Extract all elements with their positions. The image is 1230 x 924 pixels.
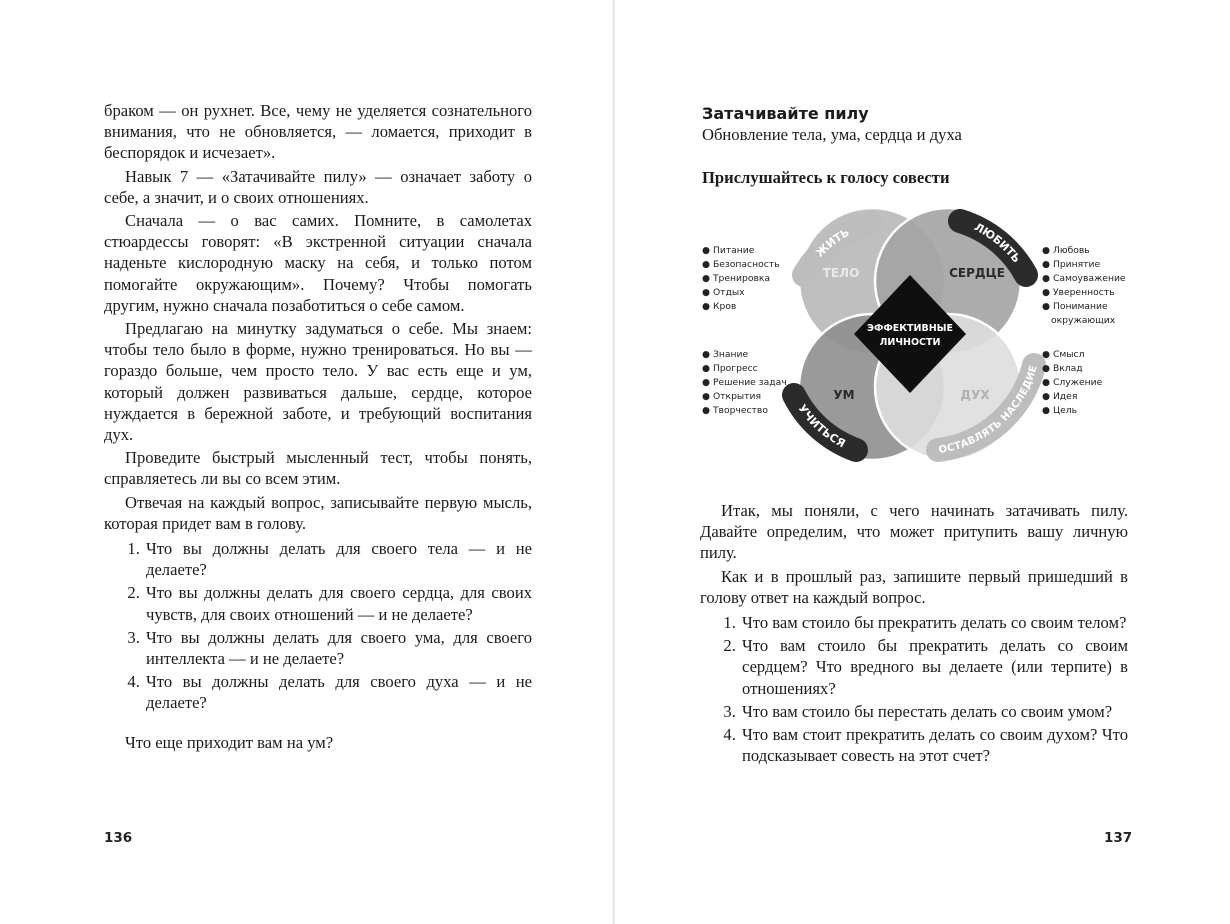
four-needs-diagram (696, 205, 1156, 465)
list-top-left-item: ● Тренировка (702, 273, 771, 284)
list-bottom-left-item: ● Решение задач (702, 377, 787, 388)
spirit-label: ДУХ (960, 388, 990, 402)
list-bottom-left-item: ● Прогресс (702, 363, 758, 374)
list-top-right-item: окружающих (1051, 315, 1116, 326)
page-number: 136 (104, 830, 133, 846)
center-label-line1: ЭФФЕКТИВНЫЕ (866, 323, 954, 334)
paragraph: Как и в прошлый раз, запишите первый пришедший в голову ответ на каждый вопрос. (700, 566, 1128, 607)
paragraph: Навык 7 — «Затачивайте пилу» — означает заботу о себе, а значит, и о своих отношениях. (104, 166, 532, 207)
list-bottom-right-item: ● Цель (1042, 405, 1078, 416)
paragraph: Проведите быстрый мысленный тест, чтобы понять, справляетесь ли вы со всем этим. (104, 448, 532, 489)
list-item: 4. Что вам стоит прекратить делать со своим духом? Что подсказывает совесть на этот счет? (740, 724, 1128, 766)
learn-arc-label: УЧИТЬСЯ (795, 402, 848, 451)
list-top-left-item: ● Питание (702, 245, 755, 256)
list-top-right-item: ● Любовь (1042, 245, 1090, 256)
list-top-right-item: ● Уверенность (1042, 287, 1115, 298)
list-top-right-item: ● Понимание (1042, 301, 1108, 312)
page-number: 137 (1104, 830, 1133, 846)
list-bottom-left-item: ● Знание (702, 349, 749, 360)
list-bottom-right-item: ● Смысл (1042, 349, 1085, 360)
section-title: Затачивайте пилу (702, 104, 869, 123)
list-bottom-left-item: ● Открытия (702, 391, 762, 402)
question-list (700, 612, 1128, 766)
paragraph: Предлагаю на минутку задуматься о себе. Мы знаем: чтобы тело было в форме, нужно тренироваться. Но вы — гораздо больше, чем просто тело. У вас есть еще и ум, который должен развиваться дальше, сердце, которое нуждается в бережной заботе, и требующий воспитания дух. (104, 319, 532, 445)
section-subtitle: Обновление тела, ума, сердца и духа (702, 125, 962, 144)
center-label-line2: ЛИЧНОСТИ (879, 337, 941, 348)
subheading: Прислушайтесь к голосу совести (702, 168, 950, 187)
right-text-block (700, 500, 1128, 768)
book-gutter (613, 0, 615, 924)
list-top-left-item: ● Отдых (702, 287, 745, 298)
list-top-left-item: ● Кров (702, 301, 737, 312)
list-bottom-right-item: ● Служение (1042, 377, 1103, 388)
list-bottom-right-item: ● Идея (1042, 391, 1078, 402)
list-top-left-item: ● Безопасность (702, 259, 780, 270)
list-item: 1. Что вы должны делать для своего тела — и не делаете? (144, 538, 532, 580)
list-item: 1. Что вам стоило бы прекратить делать со своим телом? (740, 612, 1128, 633)
paragraph: Сначала — о вас самих. Помните, в самолетах стюардессы говорят: «В экстренной ситуации сначала наденьте кислородную маску на себя, и только потом помогайте окружающим». Почему? Чтобы помогать другим, нужно сначала позаботиться о себе самом. (104, 211, 532, 315)
left-text-block (104, 100, 532, 755)
list-item: 2. Что вы должны делать для своего сердца, для своих чувств, для своих отношений — и не делаете? (144, 582, 532, 624)
right-page (616, 0, 1230, 924)
body-label: ТЕЛО (822, 266, 860, 280)
paragraph: браком — он рухнет. Все, чему не уделяется сознательного внимания, что не обновляется, — ломается, приходит в беспорядок и исчезает». (104, 101, 532, 163)
list-bottom-right-item: ● Вклад (1042, 363, 1083, 374)
list-top-right-item: ● Самоуважение (1042, 273, 1126, 284)
list-item: 3. Что вы должны делать для своего ума, для своего интеллекта — и не делаете? (144, 627, 532, 669)
live-arc-label: ЖИТЬ (813, 225, 852, 260)
list-item: 2. Что вам стоило бы прекратить делать со своим сердцем? Что вредного вы делаете (или терпите) в отношениях? (740, 635, 1128, 699)
love-arc-label: ЛЮБИТЬ (972, 220, 1024, 266)
closing-question: Что еще приходит вам на ум? (125, 732, 334, 752)
list-item: 3. Что вам стоило бы перестать делать со своим умом? (740, 701, 1128, 722)
question-list (104, 538, 532, 714)
left-page (0, 0, 614, 924)
list-bottom-left-item: ● Творчество (702, 405, 768, 416)
heart-label: СЕРДЦЕ (949, 266, 1005, 280)
paragraph: Отвечая на каждый вопрос, записывайте первую мысль, которая придет вам в голову. (104, 492, 532, 533)
list-item: 4. Что вы должны делать для своего духа — и не делаете? (144, 671, 532, 713)
paragraph: Итак, мы поняли, с чего начинать затачивать пилу. Давайте определим, что может притупить вашу личную пилу. (700, 501, 1128, 563)
legacy-arc-label: ОСТАВЛЯТЬ НАСЛЕДИЕ (937, 364, 1040, 456)
mind-label: УМ (833, 388, 855, 402)
list-top-right-item: ● Принятие (1042, 259, 1101, 270)
